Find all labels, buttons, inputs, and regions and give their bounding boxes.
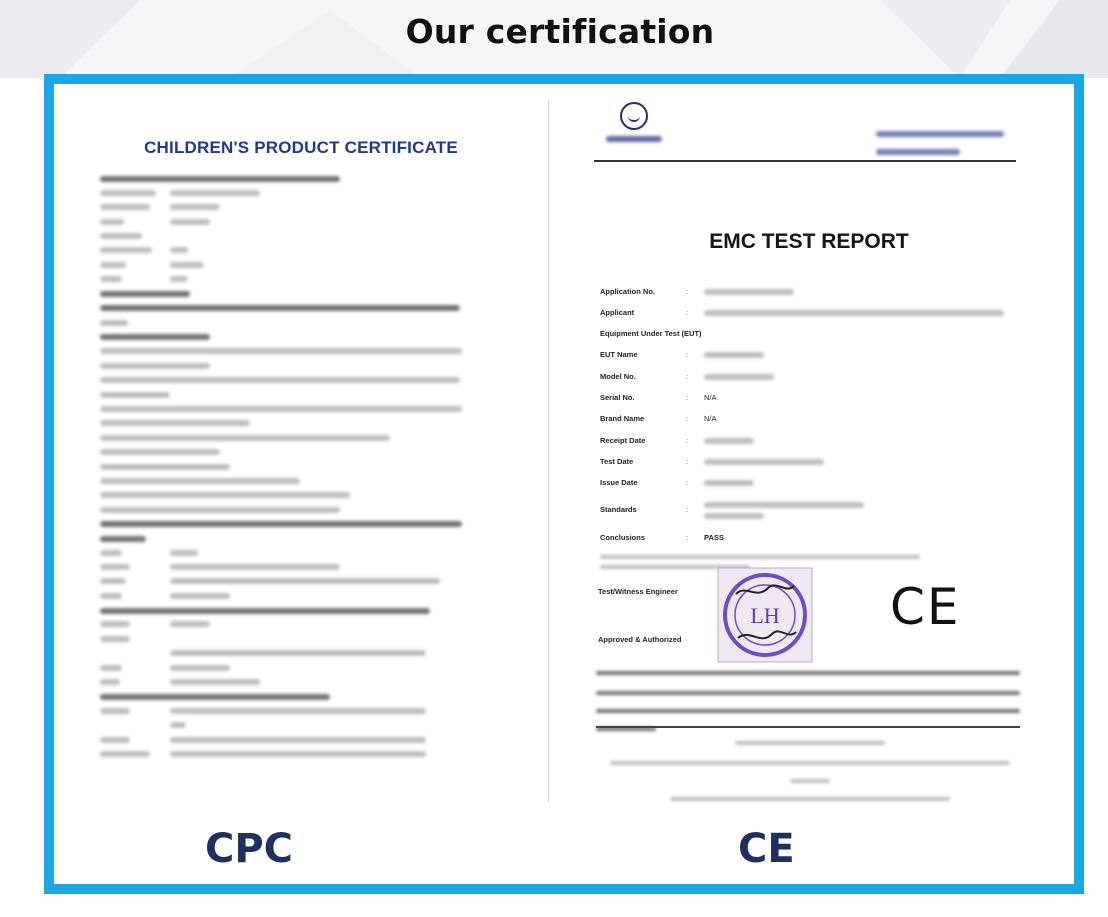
cpc-body xyxy=(100,174,472,759)
cpc-blurred-line xyxy=(100,735,472,745)
cpc-blurred-line xyxy=(100,375,472,385)
emc-field-row: EUT Name : xyxy=(600,350,1020,360)
emc-field-row: Standards : xyxy=(600,499,1020,521)
emc-field-row: Conclusions : PASS xyxy=(600,532,724,542)
emc-fields xyxy=(600,286,1020,570)
cpc-blurred-line xyxy=(100,203,472,213)
cpc-blurred-line xyxy=(100,649,472,659)
cpc-blurred-line xyxy=(100,246,472,256)
cpc-title: CHILDREN'S PRODUCT CERTIFICATE xyxy=(144,138,458,157)
emc-field-row: Brand Name : N/A xyxy=(600,414,717,424)
ce-label: CE xyxy=(738,826,795,872)
cpc-blurred-line xyxy=(100,505,472,515)
cpc-blurred-line xyxy=(100,332,472,342)
emc-field-row: Serial No. : N/A xyxy=(600,392,717,402)
cpc-blurred-line xyxy=(100,706,472,716)
cpc-blurred-line xyxy=(100,462,472,472)
cpc-blurred-line xyxy=(100,678,472,688)
approval-stamp xyxy=(716,566,814,664)
lab-address xyxy=(600,734,1020,806)
cpc-blurred-line xyxy=(100,232,472,242)
document-divider xyxy=(548,100,549,802)
tested-by-label: Test/Witness Engineer xyxy=(598,587,678,596)
cpc-blurred-line xyxy=(100,548,472,558)
cpc-blurred-line xyxy=(100,591,472,601)
cpc-blurred-line xyxy=(100,318,472,328)
cpc-blurred-line xyxy=(100,217,472,227)
report-number-block xyxy=(876,126,1004,162)
cpc-blurred-line xyxy=(100,721,472,731)
emc-field-row: Test Date : xyxy=(600,456,1020,466)
cpc-blurred-line xyxy=(100,692,472,702)
cpc-blurred-line xyxy=(100,347,472,357)
cpc-blurred-line xyxy=(100,260,472,270)
cpc-blurred-line xyxy=(100,447,472,457)
cpc-blurred-line xyxy=(100,275,472,285)
cpc-blurred-line xyxy=(100,534,472,544)
cpc-document xyxy=(100,138,472,764)
emc-field-row: Applicant : xyxy=(600,307,1020,317)
cpc-blurred-line xyxy=(100,304,472,314)
cpc-blurred-line xyxy=(100,606,472,616)
cpc-blurred-line xyxy=(100,433,472,443)
emc-title: EMC TEST REPORT xyxy=(709,230,909,253)
cpc-blurred-line xyxy=(100,404,472,414)
cpc-blurred-line xyxy=(100,635,472,645)
cpc-blurred-line xyxy=(100,419,472,429)
emc-field-row: Model No. : xyxy=(600,371,1020,381)
emc-field-row: Application No. : xyxy=(600,286,1020,296)
cpc-blurred-line xyxy=(100,476,472,486)
cpc-blurred-line xyxy=(100,289,472,299)
cpc-blurred-line xyxy=(100,188,472,198)
cpc-blurred-line xyxy=(100,663,472,673)
header-rule xyxy=(594,160,1016,162)
emc-field-row: Equipment Under Test (EUT) xyxy=(600,329,702,339)
cpc-blurred-line xyxy=(100,577,472,587)
cpc-blurred-line xyxy=(100,491,472,501)
cpc-blurred-line xyxy=(100,174,472,184)
cpc-blurred-line xyxy=(100,361,472,371)
emc-field-row: Receipt Date : xyxy=(600,435,1020,445)
cpc-blurred-line xyxy=(100,620,472,630)
lab-logo xyxy=(606,102,672,142)
stamp-text: LH xyxy=(750,603,780,628)
emc-field-row: Issue Date : xyxy=(600,478,1020,488)
approved-by-label: Approved & Authorized xyxy=(598,635,682,644)
cpc-blurred-line xyxy=(100,519,472,529)
cpc-blurred-line xyxy=(100,563,472,573)
cpc-blurred-line xyxy=(100,390,472,400)
footer-rule xyxy=(596,726,1020,728)
lab-logo-icon xyxy=(620,102,648,130)
page-title: Our certification xyxy=(405,12,715,51)
ce-mark: CE xyxy=(890,578,961,636)
cpc-blurred-line xyxy=(100,750,472,760)
cpc-label: CPC xyxy=(205,826,294,872)
